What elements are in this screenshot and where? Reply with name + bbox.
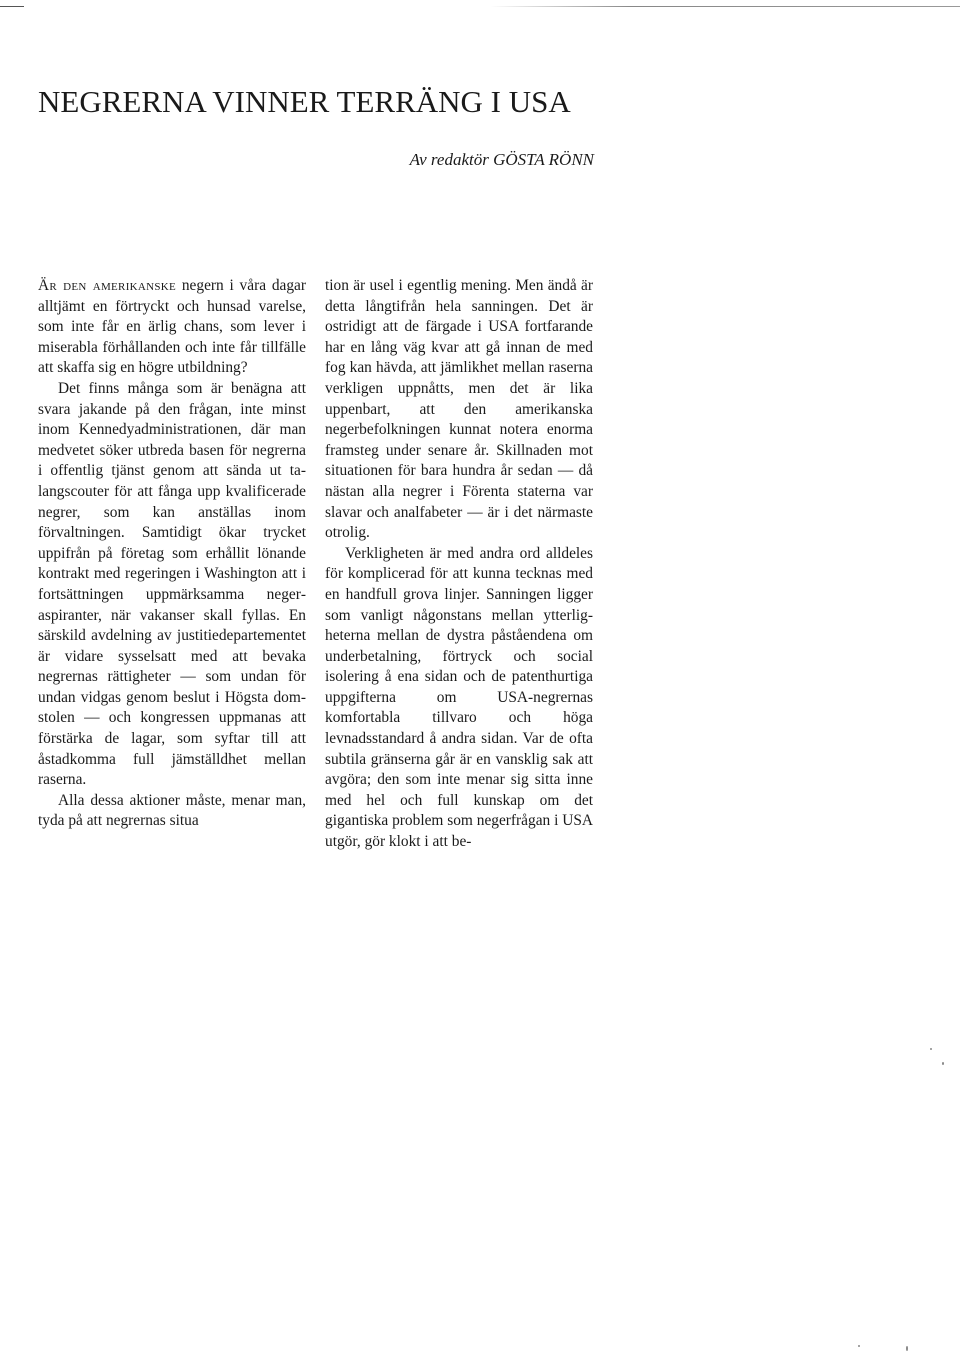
lead-in-smallcaps: Är den amerikanske (38, 277, 177, 294)
paragraph-2: Det finns många som är benägna att svara jakande på den frågan, inte minst inom Kennedyadministrationen, där man medvetet söker utbreda basen för negrerna i offentlig tjänst genom att sända ut talangscouter för att fånga upp kvalificerade negrer, som kan anställas inom förvaltningen. Samtidigt ökar trycket uppifrån på företag som erhållit lönande kontrakt med regeringen i Washington att i fortsättningen uppmärksamma negeraspiranter, när vakanser skall fyllas. En särskild avdelning av justitiedepartementet är vidare sysselsatt med att bevaka negrernas rättigheter — som undan för undan vidgas genom beslut i Högsta domstolen — och kongressen uppmanas att förstärka de lagar, som syftar till att åstadkomma full jämställdhet mellan raserna. (38, 379, 306, 789)
article-byline: Av redaktör GÖSTA RÖNN (409, 150, 594, 169)
scan-edge-mark-right (490, 6, 960, 7)
scan-speck (930, 1048, 932, 1050)
text-column-right (325, 276, 593, 853)
article-title: NEGRERNA VINNER TERRÄNG I USA (38, 84, 571, 119)
text-column-left (38, 276, 306, 832)
paragraph-3: Alla dessa aktioner måste, menar man, tyda på att negrernas situa (38, 791, 306, 830)
scan-speck (858, 1345, 860, 1347)
scan-speck (906, 1346, 908, 1351)
paragraph-1-text: negern i våra dagar alltjämt en förtryckt och hunsad varelse, som inte får en ärlig chans, som lever i miserabla förhållanden och inte får tillfälle att skaffa sig en högre utbildning? (38, 277, 306, 377)
scan-edge-mark (0, 6, 24, 7)
paragraph-5: Verkligheten är med andra ord alldeles för komplicerad för att kunna tecknas med en handfull grova linjer. Sanningen ligger som vanligt någonstans mellan ytterligheterna mellan de dystra påståendena om underbetalning, förtryck och social isolering å ena sidan och de patenthurtiga uppgifterna om USA-negrernas komfortabla tillvaro och höga levnadsstandard å andra sidan. Var de ofta subtila gränserna går är en vansklig sak att avgöra; den som inte menar sig sitta inne med hel och full kunskap om det gigantiska problem som negerfrågan i USA utgör, gör klokt i att be- (325, 544, 593, 851)
paragraph-1 (38, 276, 306, 379)
scan-speck (942, 1062, 944, 1065)
paragraph-4: tion är usel i egentlig mening. Men ändå är detta långtifrån hela sanningen. Det är ostridigt att de färgade i USA fortfarande har en lång väg kvar att gå innan de med fog kan hävda, att jämlikhet mellan raserna verkligen uppnåtts, men det är lika uppenbart, att den amerikanska negerbefolkningen kunnat notera enorma framsteg under senare år. Skillnaden mot situationen för bara hundra år sedan — då nästan alla negrer i Förenta staterna var slavar och analfabeter — är i det närmaste otrolig. (325, 277, 593, 542)
